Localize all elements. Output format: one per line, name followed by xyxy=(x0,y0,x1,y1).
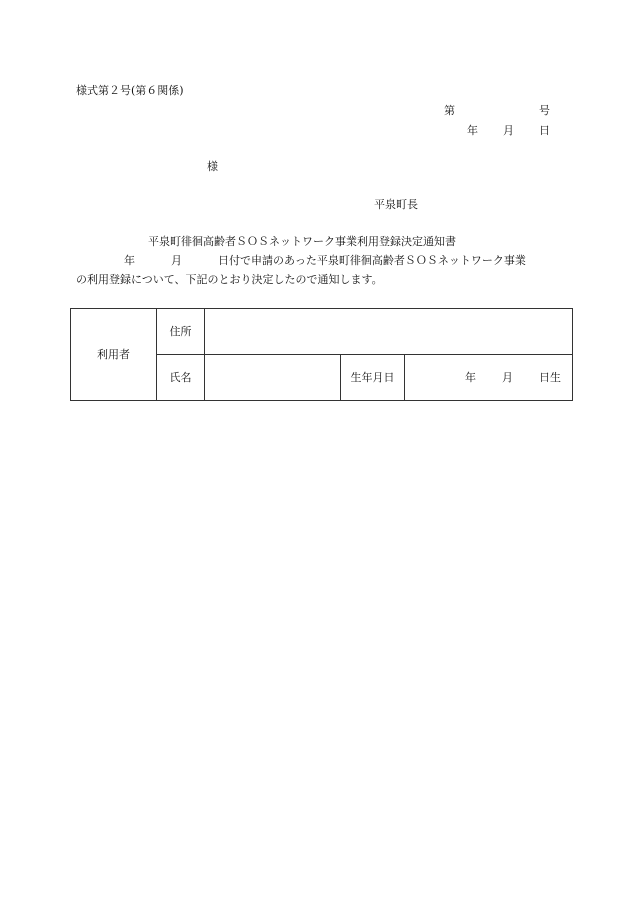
issuer: 平泉町長 xyxy=(374,198,418,211)
body-month: 月 xyxy=(171,254,182,267)
dob-day: 日生 xyxy=(539,371,561,384)
address-label: 住所 xyxy=(157,309,205,355)
address-field[interactable] xyxy=(205,309,573,355)
date-year: 年 xyxy=(467,124,478,137)
body-line1: 日付で申請のあった平泉町徘徊高齢者ＳＯＳネットワーク事業 xyxy=(218,254,526,267)
dob-month: 月 xyxy=(502,371,513,384)
form-number: 様式第２号(第６関係) xyxy=(76,84,184,97)
body-line2: の利用登録について、下記のとおり決定したので通知します。 xyxy=(76,273,383,286)
dob-year: 年 xyxy=(465,371,476,384)
date-day: 日 xyxy=(539,124,550,137)
addressee-suffix: 様 xyxy=(207,160,218,173)
user-label: 利用者 xyxy=(71,309,157,401)
dob-field[interactable] xyxy=(405,355,573,401)
date-month: 月 xyxy=(503,124,514,137)
name-label: 氏名 xyxy=(157,355,205,401)
dob-label: 生年月日 xyxy=(341,355,405,401)
doc-number-prefix: 第 xyxy=(444,104,455,117)
registration-table xyxy=(70,308,573,401)
name-field[interactable] xyxy=(205,355,341,401)
doc-number-suffix: 号 xyxy=(539,104,550,117)
body-year: 年 xyxy=(124,254,135,267)
document-title: 平泉町徘徊高齢者ＳＯＳネットワーク事業利用登録決定通知書 xyxy=(148,235,456,248)
table-row xyxy=(71,309,573,355)
